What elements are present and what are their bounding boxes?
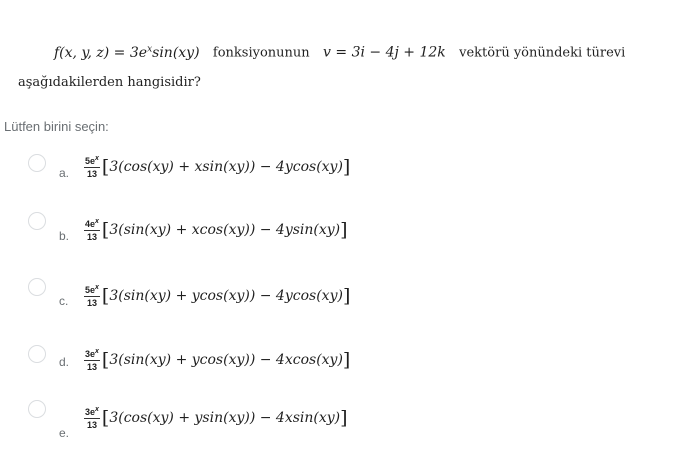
coefficient-fraction-e: $\frac{3e^x}{13}$: [85, 406, 99, 430]
option-letter-d: d.: [59, 355, 70, 369]
radio-button-d[interactable]: [28, 345, 46, 363]
radio-button-b[interactable]: [28, 212, 46, 230]
function-definition: f(x, y, $z) = 3e^x\sin(xy)$: [54, 44, 200, 61]
option-expression-b: $\frac{4e^x}{13}$ [3(sin(xy) + xcos(xy)) − 4ysin(xy)]: [85, 218, 348, 242]
coefficient-fraction-c: $\frac{5e^x}{13}$: [85, 284, 99, 308]
direction-vector: v = 3i − 4j + 12k: [323, 44, 446, 61]
question-text-vektoru: vektörü yönündeki türevi: [459, 45, 626, 61]
answer-option-e[interactable]: [28, 400, 648, 450]
answer-option-a[interactable]: [28, 150, 648, 200]
answer-option-c[interactable]: [28, 278, 648, 328]
option-body-b: 3(sin(xy) + xcos(xy)) − 4ysin(xy): [109, 221, 341, 238]
option-expression-a: $\frac{5e^x}{13}$ [3(cos(xy) + xsin(xy)) − 4ycos(xy)]: [85, 155, 351, 179]
radio-button-a[interactable]: [28, 154, 46, 172]
option-body-c: 3(sin(xy) + ycos(xy)) − 4ycos(xy): [109, 287, 343, 304]
option-letter-e: e.: [59, 426, 70, 440]
radio-button-c[interactable]: [28, 278, 46, 296]
option-letter-b: b.: [59, 229, 70, 243]
question-line-1: [18, 35, 648, 68]
answer-option-b[interactable]: [28, 212, 648, 262]
option-body-e: 3(cos(xy) + ysin(xy)) − 4xsin(xy): [109, 409, 341, 426]
coefficient-fraction-d: $\frac{3e^x}{13}$: [85, 348, 99, 372]
option-expression-c: $\frac{5e^x}{13}$ [3(sin(xy) + ycos(xy)) − 4ycos(xy)]: [85, 284, 351, 308]
question-text: [18, 35, 648, 97]
option-letter-a: a.: [59, 166, 70, 180]
answer-prompt: Lütfen birini seçin:: [4, 119, 109, 134]
option-expression-e: $\frac{3e^x}{13}$ [3(cos(xy) + ysin(xy)) − 4xsin(xy)]: [85, 406, 348, 430]
question-line-2: aşağıdakilerden hangisidir?: [18, 74, 201, 90]
option-body-a: 3(cos(xy) + xsin(xy)) − 4ycos(xy): [109, 158, 343, 175]
radio-button-e[interactable]: [28, 400, 46, 418]
coefficient-fraction-b: $\frac{4e^x}{13}$: [85, 218, 99, 242]
option-letter-c: c.: [59, 294, 69, 308]
answer-option-d[interactable]: [28, 345, 648, 395]
coefficient-fraction-a: $\frac{5e^x}{13}$: [85, 155, 99, 179]
option-expression-d: $\frac{3e^x}{13}$ [3(sin(xy) + ycos(xy)) − 4xcos(xy)]: [85, 348, 351, 372]
question-text-fonksiyonunun: fonksiyonunun: [212, 45, 310, 61]
option-body-d: 3(sin(xy) + ycos(xy)) − 4xcos(xy): [109, 351, 343, 368]
